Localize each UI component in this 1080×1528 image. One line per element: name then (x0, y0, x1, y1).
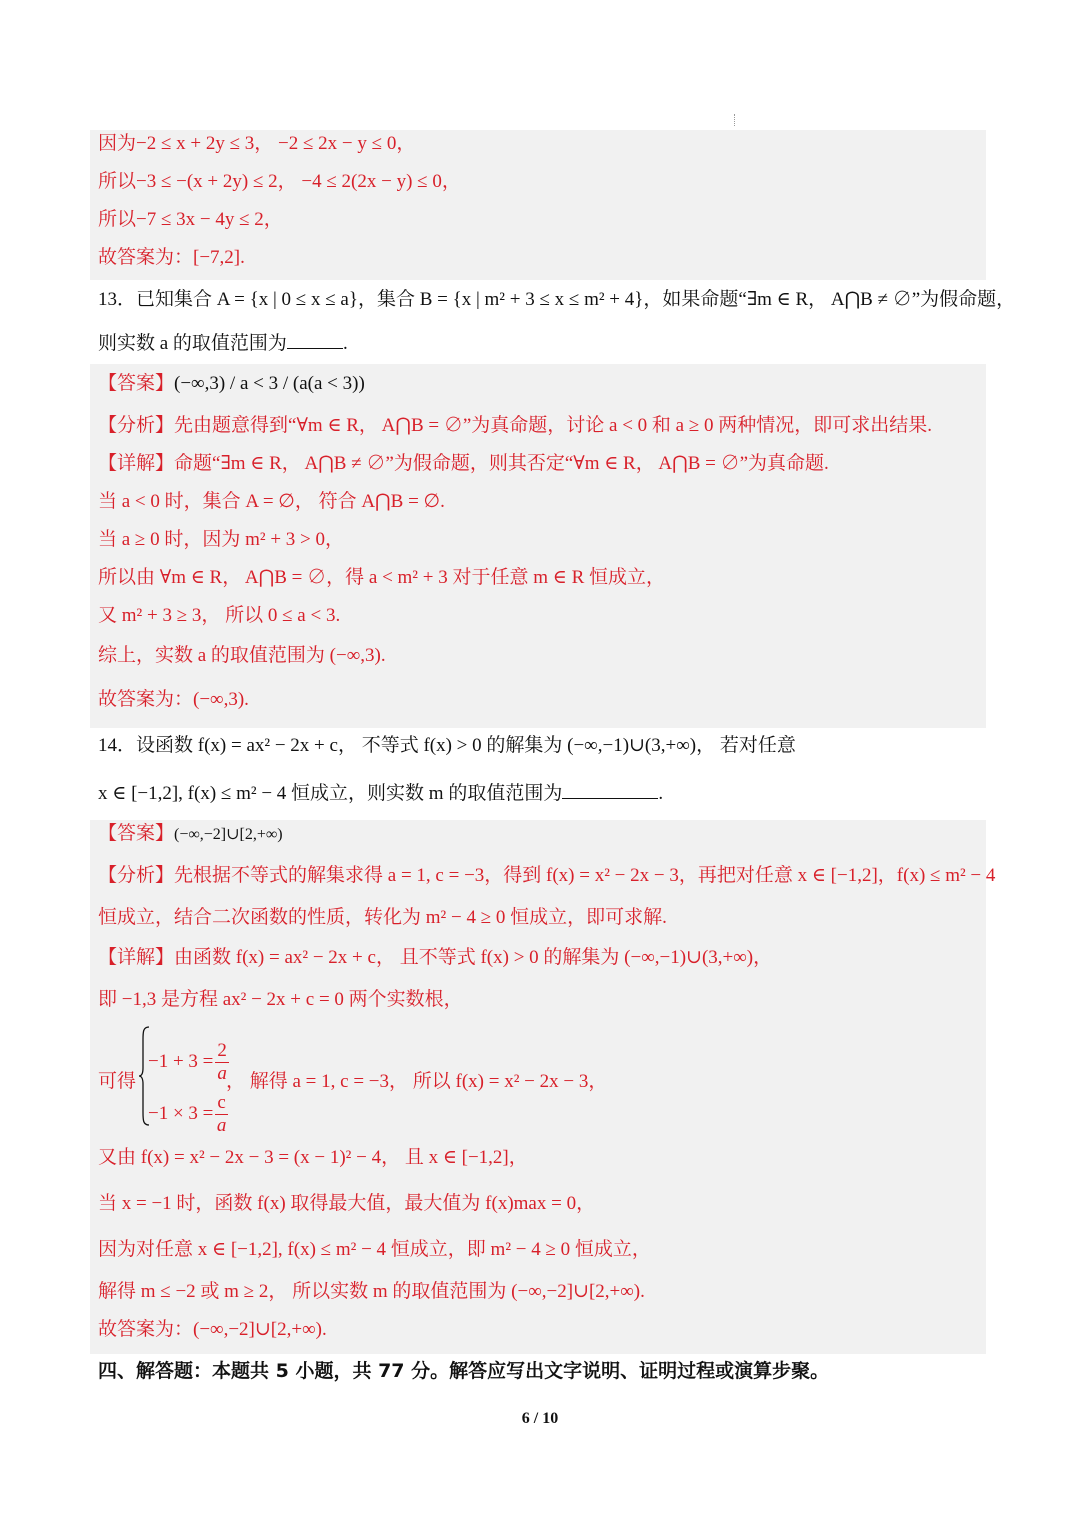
equation-left: −1 + 3 = (148, 1050, 214, 1072)
equation-2 (148, 1092, 228, 1137)
equation-system (98, 1026, 618, 1136)
detail-line: 当 x = −1 时，函数 f(x) 取得最大值，最大值为 f(x)max = 0， (98, 1193, 596, 1214)
header-tick-mark (734, 114, 736, 126)
analysis-14-cont: 恒成立，结合二次函数的性质，转化为 m² − 4 ≥ 0 恒成立，即可求解. (98, 907, 667, 928)
analysis-label: 【分析】 (98, 865, 175, 886)
detail-line: 故答案为：(−∞,−2]∪[2,+∞). (98, 1319, 327, 1340)
system-result: ， 解得 a = 1, c = −3， 所以 f(x) = x² − 2x − 3， (226, 1071, 608, 1092)
analysis-text: 先由题意得到“∀m ∈ R， A⋂B = ∅”为真命题，讨论 a < 0 和 a ≥ 0 两种情况，即可求出结果. (174, 415, 933, 436)
detail-line: 又 m² + 3 ≥ 3， 所以 0 ≤ a < 3. (98, 605, 341, 626)
question-13-line-2 (98, 330, 984, 356)
answer-value: (−∞,−2]∪[2,+∞) (174, 826, 283, 843)
fraction (215, 1092, 227, 1137)
detail-line: 又由 f(x) = x² − 2x − 3 = (x − 1)² − 4， 且 x ∈ [−1,2]， (98, 1147, 528, 1168)
detail-text: 由函数 f(x) = ax² − 2x + c， 且不等式 f(x) > 0 的解集为 (−∞,−1)∪(3,+∞)， (174, 947, 773, 968)
equation-left: −1 × 3 = (148, 1102, 214, 1124)
analysis-13 (98, 414, 984, 438)
page-number: 6 / 10 (521, 1410, 559, 1427)
question-14-line-2 (98, 780, 984, 806)
solution-line: 所以−3 ≤ −(x + 2y) ≤ 2， −4 ≤ 2(2x − y) ≤ 0， (98, 171, 461, 192)
answer-label: 【答案】 (98, 373, 175, 394)
detail-line: 所以由 ∀m ∈ R， A⋂B = ∅，得 a < m² + 3 对于任意 m ∈ R 恒成立， (98, 567, 665, 588)
solution-line: 因为−2 ≤ x + 2y ≤ 3， −2 ≤ 2x − y ≤ 0， (98, 133, 416, 154)
analysis-14 (98, 864, 996, 888)
detail-13 (98, 452, 984, 476)
fraction-numerator: c (217, 1092, 226, 1113)
detail-line: 当 a ≥ 0 时，因为 m² + 3 > 0， (98, 529, 345, 550)
detail-14 (98, 946, 984, 970)
answer-value: (−∞,3) / a < 3 / (a(a < 3)) (174, 373, 365, 394)
system-label: 可得 (98, 1071, 137, 1092)
detail-label: 【详解】 (98, 453, 175, 474)
analysis-text: 先根据不等式的解集求得 a = 1, c = −3，得到 f(x) = x² − 2x − 3，再把对任意 x ∈ [−1,2]，f(x) ≤ m² − 4 (174, 865, 996, 886)
analysis-label: 【分析】 (98, 415, 175, 436)
detail-line: 因为对任意 x ∈ [−1,2], f(x) ≤ m² − 4 恒成立，即 m² − 4 ≥ 0 恒成立， (98, 1239, 651, 1260)
question-14-text: x ∈ [−1,2], f(x) ≤ m² − 4 恒成立，则实数 m 的取值范围为 (98, 783, 563, 804)
detail-label: 【详解】 (98, 947, 175, 968)
question-14-line-1: 14．设函数 f(x) = ax² − 2x + c， 不等式 f(x) > 0 的解集为 (−∞,−1)∪(3,+∞)， 若对任意 (98, 735, 796, 756)
detail-line: 综上，实数 a 的取值范围为 (−∞,3). (98, 645, 386, 666)
question-13-text: 则实数 a 的取值范围为 (98, 333, 287, 354)
detail-line: 当 a < 0 时，集合 A = ∅， 符合 A⋂B = ∅. (98, 491, 445, 512)
question-13-line-1: 13．已知集合 A = {x | 0 ≤ x ≤ a}，集合 B = {x | m² + 3 ≤ x ≤ m² + 4}，如果命题“∃m ∈ R， A⋂B ≠ ∅”为假命题， (98, 289, 1016, 310)
answer-13 (98, 372, 984, 396)
fraction-denominator: a (217, 1063, 227, 1084)
detail-line: 解得 m ≤ −2 或 m ≥ 2， 所以实数 m 的取值范围为 (−∞,−2]∪[2,+∞). (98, 1281, 645, 1302)
detail-line: 即 −1,3 是方程 ax² − 2x + c = 0 两个实数根， (98, 989, 463, 1010)
answer-blank (287, 330, 343, 349)
detail-line: 故答案为：(−∞,3). (98, 689, 249, 710)
fraction-denominator: a (216, 1115, 227, 1136)
solution-line: 故答案为：[−7,2]. (98, 247, 245, 268)
answer-label: 【答案】 (98, 823, 175, 844)
fraction-numerator: 2 (217, 1040, 227, 1061)
detail-text: 命题“∃m ∈ R， A⋂B ≠ ∅”为假命题，则其否定“∀m ∈ R， A⋂B = ∅”为真命题. (174, 453, 829, 474)
solution-line: 所以−7 ≤ 3x − 4y ≤ 2， (98, 209, 283, 230)
section-heading: 四、解答题：本题共 5 小题，共 77 分。解答应写出文字说明、证明过程或演算步聚。 (98, 1360, 830, 1382)
question-13-end: . (342, 333, 348, 354)
answer-14 (98, 822, 984, 847)
answer-blank (562, 780, 658, 799)
question-14-end: . (658, 783, 664, 804)
equation-1 (148, 1040, 229, 1085)
